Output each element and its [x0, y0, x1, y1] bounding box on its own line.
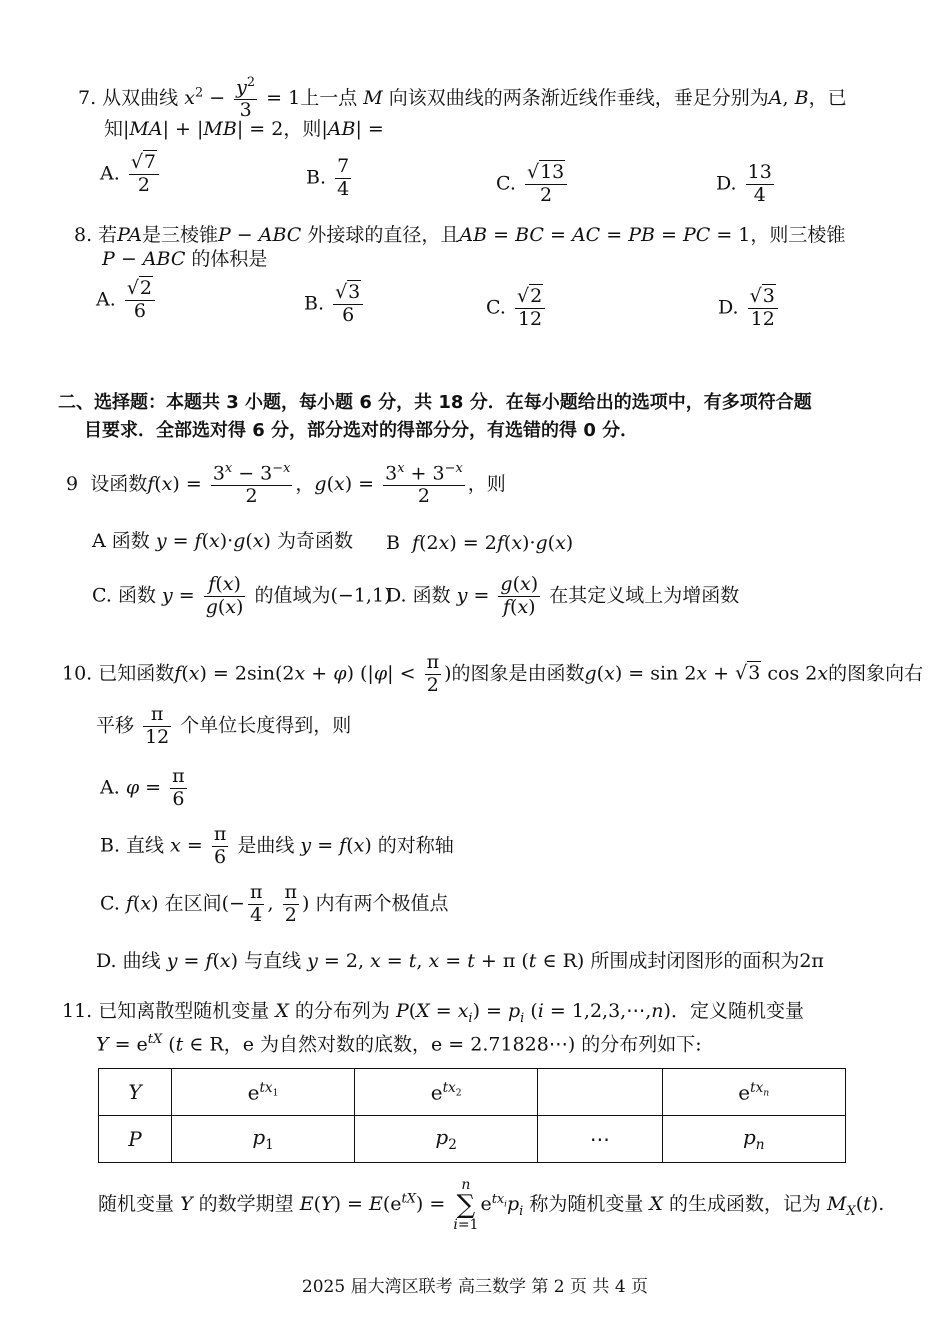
- table-cell: Y: [99, 1069, 172, 1116]
- table-cell: $e^{tx_1}$: [172, 1069, 355, 1116]
- section2-heading-line2: 目要求．全部选对得 6 分，部分选对的得部分分，有选错的得 0 分．: [84, 420, 639, 441]
- q7-option-d: D. $\frac{13}{4}$: [716, 161, 772, 206]
- q7-line1: 7. 从双曲线 $x^2$ − $\frac{y^2}{3}$ = 1上一点 M 向该双曲线的两条渐近线作垂线，垂足分别为A, B，已: [78, 75, 847, 122]
- q9-option-d: D. 函数 y = $\frac{g(x)}{f(x)}$ 在其定义域上为增函数: [386, 573, 740, 618]
- q10-line2: 平移 $\frac{\pi}{12}$ 个单位长度得到，则: [96, 703, 352, 748]
- table-cell: $p_n$: [662, 1116, 845, 1163]
- q8-option-d: D. $\frac{√3}{12}$: [718, 286, 781, 331]
- q9-option-b: B f(2x) = 2f(x)·g(x): [386, 532, 574, 554]
- table-cell: $e^{tx_2}$: [355, 1069, 538, 1116]
- q7-line2: 知|MA| + |MB| = 2，则|AB| =: [104, 118, 384, 140]
- page-footer: 2025 届大湾区联考 高三数学 第 2 页 共 4 页: [301, 1277, 649, 1297]
- table-cell: $p_1$: [172, 1116, 355, 1163]
- table-cell: ⋯: [538, 1116, 662, 1163]
- section2-heading-line1: 二、选择题：本题共 3 小题，每小题 6 分，共 18 分．在每小题给出的选项中，有多项符合题: [58, 392, 812, 413]
- table-cell: P: [99, 1116, 172, 1163]
- q11-after-table: 随机变量 Y 的数学期望 $E(Y) = E(e^{tX}) = n$ ∑ $i=1e^{tx_i}p_i$ 称为随机变量 X 的生成函数，记为 $M_X(t)$.: [98, 1177, 885, 1233]
- table-cell: [538, 1069, 662, 1116]
- q8-line1: 8. 若PA是三棱锥P − ABC 外接球的直径，且AB = BC = AC = PB = PC = 1，则三棱锥: [74, 224, 846, 246]
- q11-line1: 11. 已知离散型随机变量 X 的分布列为 $P(X = x_i) = p_i$ (i = 1,2,3,⋯,n)．定义随机变量: [62, 1000, 804, 1026]
- table-row: [99, 1069, 846, 1116]
- q8-option-a: A. $\frac{√2}{6}$: [96, 278, 158, 323]
- table-cell: $p_2$: [355, 1116, 538, 1163]
- q11-line2: $Y = e^{tX}$ (t ∈ R，e 为自然对数的底数，e = 2.71828⋯) 的分布列如下:: [96, 1032, 702, 1056]
- q8-option-b: B. $\frac{√3}{6}$: [304, 282, 366, 327]
- q10-option-c: C. f(x) 在区间(− $\frac{\pi}{4}$ , $\frac{\pi}{2}$ ) 内有两个极值点: [100, 881, 449, 926]
- table-cell: $e^{tx_n}$: [662, 1069, 845, 1116]
- q7-option-c: C. $\frac{√13}{2}$: [496, 162, 570, 207]
- q7-option-a: A. $\frac{√7}{2}$: [100, 152, 162, 197]
- q8-line2: P − ABC 的体积是: [102, 248, 268, 270]
- q7-option-b: B. $\frac{7}{4}$: [306, 155, 350, 200]
- q10-option-d: D. 曲线 y = f(x) 与直线 y = 2, x = t, x = t + π (t ∈ R) 所围成封闭图形的面积为2π: [96, 950, 824, 972]
- table-row: [99, 1116, 846, 1163]
- distribution-table: [98, 1068, 846, 1163]
- q9-line1: 9 设函数f(x) = $\frac{3^x - 3^{-x}}{2}$ ，g(x) = $\frac{3^x + 3^{-x}}{2}$ ，则: [66, 461, 506, 508]
- q9-option-c: C. 函数 y = $\frac{f(x)}{g(x)}$ 的值域为(−1,1): [92, 573, 392, 618]
- q9-option-a: A 函数 y = f(x)·g(x) 为奇函数: [92, 530, 353, 552]
- q10-line1: 10. 已知函数f(x) = 2sin(2x + φ) (|φ| < $\frac{\pi}{2}$ )的图象是由函数g(x) = sin 2x + √3 cos 2x的图象向右: [62, 651, 924, 696]
- q10-option-b: B. 直线 x = $\frac{\pi}{6}$ 是曲线 y = f(x) 的对称轴: [100, 823, 454, 868]
- q10-option-a: A. φ = $\frac{\pi}{6}$: [100, 765, 185, 810]
- q7-y2-over-3: $\frac{y^2}{3}$: [236, 75, 256, 122]
- q8-option-c: C. $\frac{√2}{12}$: [486, 286, 548, 331]
